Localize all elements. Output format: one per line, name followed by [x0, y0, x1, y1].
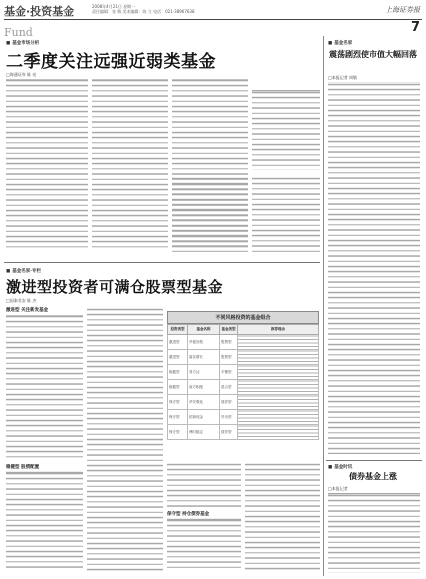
- table-cell: 保守型: [168, 395, 188, 410]
- table-cell: 债券型: [220, 425, 238, 440]
- feature-col-3a: [167, 462, 241, 508]
- table-row: [168, 350, 319, 365]
- right2-headline: 债券基金上涨: [349, 472, 397, 481]
- section-title: 基金·投资基金: [4, 5, 75, 18]
- right1-byline: □本报记者 周敏: [328, 75, 358, 80]
- table-cell: 激进型: [168, 335, 188, 350]
- lead-lower-col-1: [172, 176, 248, 252]
- table-cell: [238, 350, 319, 365]
- table-cell: 债券型: [220, 395, 238, 410]
- table-row: [168, 380, 319, 395]
- feature-col-1: [6, 314, 83, 460]
- table-header-cell: 基金名称: [188, 325, 220, 335]
- feature-col-4: [245, 462, 320, 571]
- feature-subhead-1: 激进型 关注新发基金: [6, 308, 49, 313]
- table-cell: 招商现金: [188, 410, 220, 425]
- table-cell: 平衡型: [220, 365, 238, 380]
- feature-subhead-3: 保守型 持仓债券基金: [167, 512, 210, 517]
- table-cell: 股票型: [220, 335, 238, 350]
- table-header-cell: 投资类型: [168, 325, 188, 335]
- column-separator: [323, 36, 324, 576]
- feature-col-2: [87, 307, 163, 571]
- editor-line: 责任编辑：张 敏 美术编辑：陈 立 电话：021-38967638: [92, 9, 195, 14]
- table-cell: 易方达: [188, 365, 220, 380]
- table-cell: 华夏回报: [188, 335, 220, 350]
- newspaper-name: 上海证券报: [385, 6, 420, 14]
- fund-table: [167, 311, 319, 440]
- right1-body: [328, 82, 420, 454]
- right2-byline: □本报记者: [328, 486, 348, 491]
- table-cell: 混合型: [220, 380, 238, 395]
- table-row: [168, 410, 319, 425]
- table-cell: 稳健型: [168, 365, 188, 380]
- table-cell: 博时稳定: [188, 425, 220, 440]
- table-header-cell: 推荐理由: [238, 325, 319, 335]
- table-row: [168, 395, 319, 410]
- table-cell: 激进型: [168, 350, 188, 365]
- table-header-cell: 基金类型: [220, 325, 238, 335]
- table-cell: 嘉实增长: [188, 350, 220, 365]
- table-cell: 保守型: [168, 425, 188, 440]
- fund-row: [4, 20, 422, 39]
- right1-headline: 震荡剧烈使市值大幅回落: [329, 50, 417, 59]
- lead-lower-col-2: [252, 176, 320, 252]
- lead-headline: 二季度关注远强近弱类基金: [6, 52, 216, 72]
- right-divider: [326, 460, 422, 461]
- table-header-row: [168, 325, 319, 335]
- date-line: 2008年4月21日 星期一: [92, 4, 136, 9]
- lead-col-4: [252, 90, 320, 170]
- table-cell: 股票型: [220, 350, 238, 365]
- right1-kicker: ■ 基金名家: [328, 40, 352, 46]
- table-cell: [238, 395, 319, 410]
- fund-label: Fund: [4, 26, 33, 39]
- lead-kicker: ■ 基金市场分析: [6, 40, 39, 46]
- feature-col-3b: [167, 518, 241, 571]
- table-row: [168, 335, 319, 350]
- masthead-info: [92, 4, 195, 14]
- lead-col-2: [92, 78, 168, 250]
- table-cell: 货币型: [220, 410, 238, 425]
- table-cell: 华安强化: [188, 395, 220, 410]
- right2-kicker: ■ 基金时讯: [328, 464, 352, 470]
- masthead: [4, 3, 422, 20]
- table-cell: 保守型: [168, 410, 188, 425]
- table-cell: [238, 410, 319, 425]
- page-number: 7: [410, 20, 420, 35]
- table-cell: 南方积配: [188, 380, 220, 395]
- feature-col-1b: [6, 471, 83, 571]
- table-cell: [238, 365, 319, 380]
- feature-kicker: ■ 基金名家·专栏: [6, 268, 41, 274]
- table-caption: 不同风格投资的基金组合: [167, 311, 319, 324]
- feature-headline: 激进型投资者可满仓股票型基金: [6, 278, 224, 296]
- table-cell: 稳健型: [168, 380, 188, 395]
- right2-body: [328, 493, 420, 573]
- table-row: [168, 425, 319, 440]
- table-cell: [238, 425, 319, 440]
- table-cell: [238, 380, 319, 395]
- table-cell: [238, 335, 319, 350]
- feature-byline: □国泰君安 陈 杰: [6, 298, 37, 303]
- section-divider: [4, 262, 320, 263]
- table-row: [168, 365, 319, 380]
- lead-byline: □海通证券 陈 亮: [6, 72, 37, 77]
- lead-col-1: [6, 78, 88, 250]
- feature-subhead-2: 稳健型 股债配置: [6, 465, 40, 470]
